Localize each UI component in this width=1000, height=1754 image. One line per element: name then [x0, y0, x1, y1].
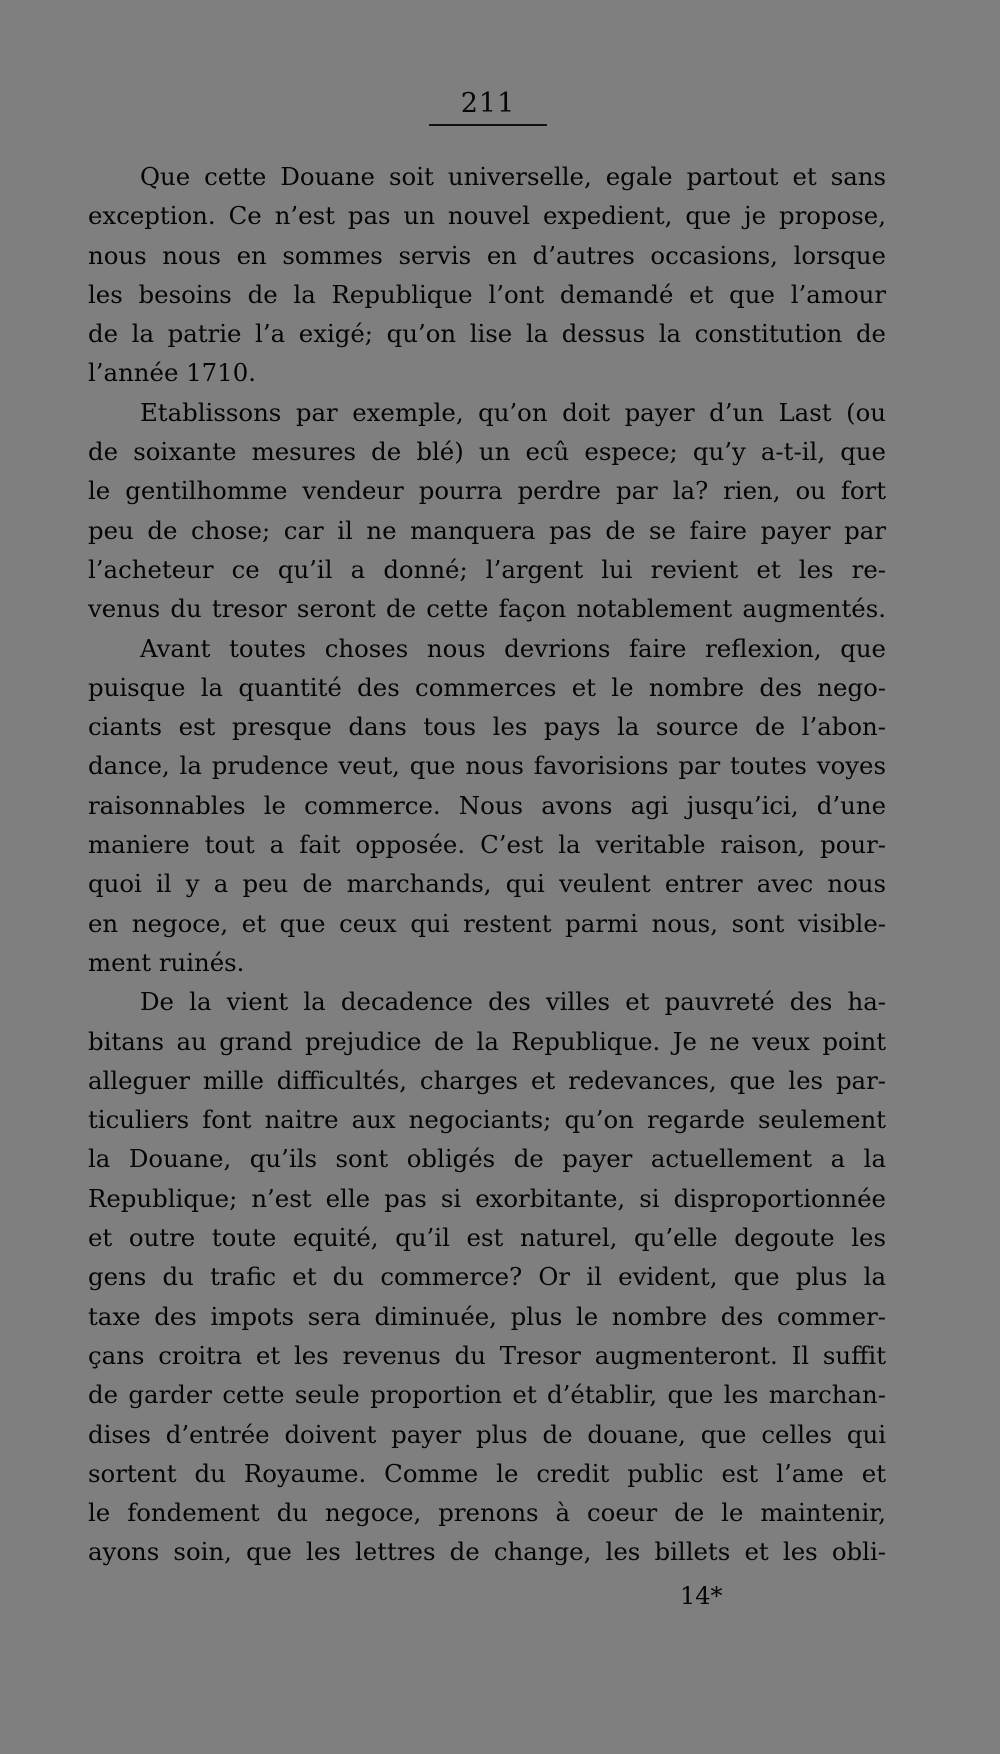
text-line: dance, la prudence veut, que nous favorisions par toutes voyes [88, 751, 886, 781]
text-line: sortent du Royaume. Comme le credit public est l’ame et [88, 1458, 886, 1488]
text-line: exception. Ce n’est pas un nouvel expedient, que je propose, [88, 201, 886, 231]
text-line: Que cette Douane soit universelle, egale partout et sans [140, 162, 886, 191]
text-line: puisque la quantité des commerces et le nombre des nego- [88, 672, 886, 702]
text-line: l’acheteur ce qu’il a donné; l’argent lui revient et les re- [88, 554, 886, 584]
text-line: l’année 1710. [88, 358, 256, 388]
text-line: le fondement du negoce, prenons à coeur de le maintenir, [88, 1498, 886, 1528]
text-line: dises d’entrée doivent payer plus de douane, que celles qui [88, 1419, 886, 1449]
text-line: et outre toute equité, qu’il est naturel, qu’elle degoute les [88, 1223, 886, 1253]
text-line: ayons soin, que les lettres de change, les billets et les obli- [88, 1537, 886, 1567]
text-line: raisonnables le commerce. Nous avons agi jusqu’ici, d’une [88, 790, 886, 820]
text-line: taxe des impots sera diminuée, plus le nombre des commer- [88, 1301, 886, 1331]
text-line: le gentilhomme vendeur pourra perdre par la? rien, ou fort [88, 476, 886, 506]
text-line: maniere tout a fait opposée. C’est la veritable raison, pour- [88, 830, 886, 860]
text-line: de la patrie l’a exigé; qu’on lise la dessus la constitution de [88, 319, 886, 349]
body-text [88, 157, 886, 1572]
text-line: çans croitra et les revenus du Tresor augmenteront. Il suffit [88, 1340, 886, 1370]
text-line: ciants est presque dans tous les pays la source de l’abon- [88, 712, 886, 742]
text-line: Avant toutes choses nous devrions faire reflexion, que [140, 633, 886, 663]
text-line: Etablissons par exemple, qu’on doit payer d’un Last (ou [140, 397, 886, 427]
text-line: la Douane, qu’ils sont obligés de payer actuellement a la [88, 1144, 886, 1174]
text-line: venus du tresor seront de cette façon notablement augmentés. [88, 594, 886, 624]
text-line: alleguer mille difficultés, charges et redevances, que les par- [88, 1065, 886, 1095]
page-number-rule [429, 124, 547, 126]
text-line: De la vient la decadence des villes et pauvreté des ha- [140, 987, 886, 1017]
text-line: de soixante mesures de blé) un ecû espece; qu’y a-t-il, que [88, 437, 886, 467]
text-line: gens du trafic et du commerce? Or il evident, que plus la [88, 1262, 886, 1292]
page-number: 211 [460, 88, 516, 119]
text-line: nous nous en sommes servis en d’autres occasions, lorsque [88, 240, 886, 270]
text-line: quoi il y a peu de marchands, qui veulent entrer avec nous [88, 869, 886, 899]
text-line: ticuliers font naitre aux negociants; qu’on regarde seulement [88, 1105, 886, 1135]
text-line: les besoins de la Republique l’ont demandé et que l’amour [88, 279, 886, 309]
text-line: en negoce, et que ceux qui restent parmi nous, sont visible- [88, 908, 886, 938]
text-line: peu de chose; car il ne manquera pas de se faire payer par [88, 515, 886, 545]
text-line: ment ruinés. [88, 947, 245, 977]
text-line: de garder cette seule proportion et d’établir, que les marchan- [88, 1380, 886, 1410]
text-line: bitans au grand prejudice de la Republique. Je ne veux point [88, 1026, 886, 1056]
signature-mark: 14* [680, 1582, 723, 1610]
text-line: Republique; n’est elle pas si exorbitante, si disproportionnée [88, 1183, 886, 1213]
